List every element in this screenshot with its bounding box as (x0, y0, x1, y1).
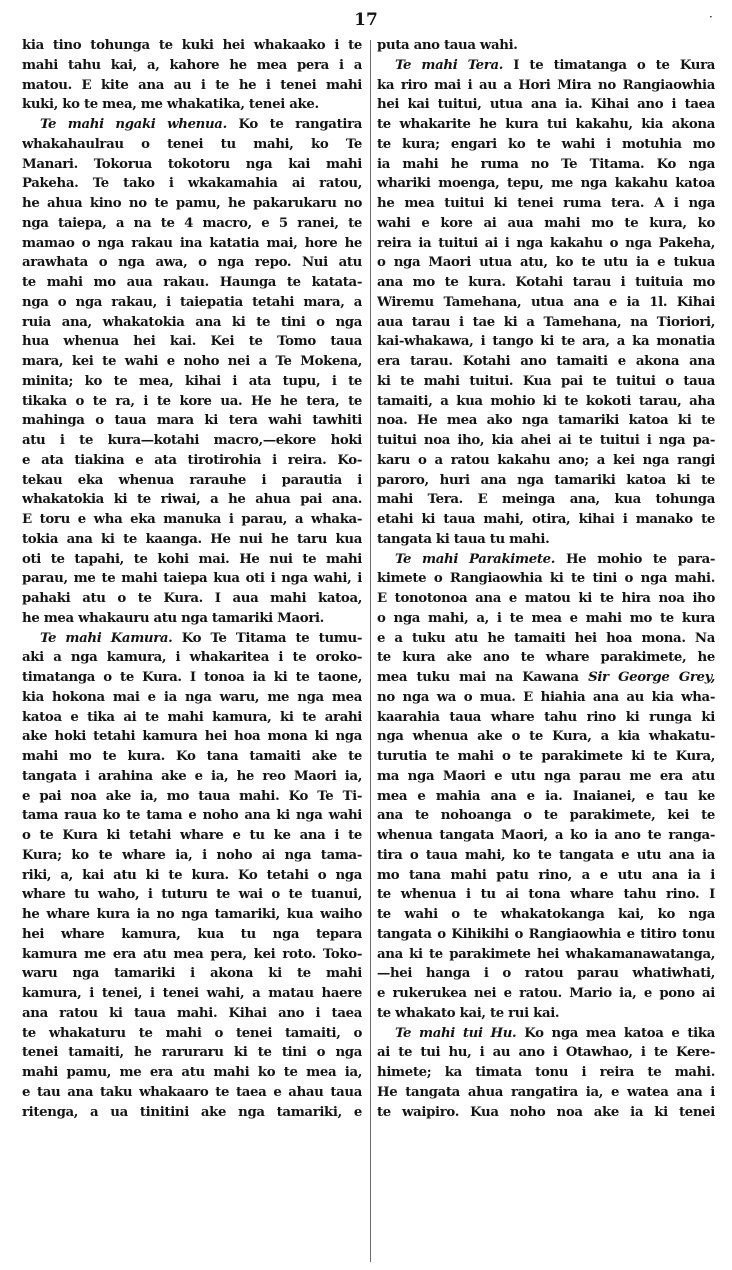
text-run: arawhata o nga awa, o nga repo. Nui atu (22, 255, 362, 271)
text-line (377, 36, 715, 56)
text-run: tira o taua mahi, ko te tangata e utu ana ia (377, 847, 715, 863)
text-run: paroro, huri ana nga tamariki katoa ki te (377, 472, 715, 488)
text-run: matou. E kite ana au i te he i tenei mahi (22, 77, 362, 93)
text-run: parau, me te mahi taiepa kua oti i nga wahi, i (22, 571, 362, 587)
text-line (22, 885, 362, 905)
text-line (377, 352, 715, 372)
text-line (22, 806, 362, 826)
text-run: mahi pamu, me era atu mahi ko te mea ia, (22, 1065, 362, 1080)
text-run: kia hokona mai e ia nga waru, me nga mea (22, 689, 362, 705)
text-run: reira ia tuitui ai i nga kakahu o nga Pakeha, (377, 235, 715, 251)
text-line (22, 846, 362, 866)
text-run: ia mahi he ruma no Te Titama. Ko nga (377, 156, 715, 172)
text-line (22, 826, 362, 846)
text-line (22, 727, 362, 747)
text-run: timatanga o te Kura. I tonoa ia ki te taone, (22, 670, 362, 685)
text-line (377, 411, 715, 431)
text-line (377, 806, 715, 826)
text-run: mahi Tera. E meinga ana, kua tohunga (377, 492, 715, 508)
text-line (377, 609, 715, 629)
text-line (22, 95, 362, 115)
text-line (22, 36, 362, 56)
text-run: tangata ki taua tu mahi. (377, 531, 550, 547)
text-run: ki te mahi tuitui. Kua pai te tuitui o taua (377, 373, 715, 389)
text-run: tekau eka whenua rarauhe i parautia i (22, 472, 362, 488)
text-line (377, 490, 715, 510)
text-line (22, 964, 362, 984)
text-run: ake hoki tetahi kamura hei hoa mona ki nga (22, 729, 362, 745)
text-line (377, 1004, 715, 1024)
text-run: himete; ka timata tonu i reira te mahi. (377, 1065, 715, 1080)
text-run: tikaka o te ra, i te kore ua. He he tera, te (22, 393, 362, 409)
text-line (377, 589, 715, 609)
text-line (22, 155, 362, 175)
text-line (377, 727, 715, 747)
text-line (377, 530, 715, 550)
section-heading: Te mahi ngaki whenua. (40, 117, 227, 132)
text-run: ana te nohoanga o te parakimete, kei te (377, 808, 715, 824)
text-run: mahinga o taua mara ki tera wahi tawhiti (22, 413, 362, 429)
text-line (22, 945, 362, 965)
text-line (377, 767, 715, 787)
text-line (377, 431, 715, 451)
text-line (377, 76, 715, 96)
right-column (377, 36, 715, 1122)
text-run: Ko Te Titama te tumu- (172, 630, 362, 646)
text-line (22, 866, 362, 886)
text-line (22, 648, 362, 668)
column-divider (370, 40, 371, 1262)
text-run: he whare kura ia no nga tamariki, kua waiho (22, 907, 362, 922)
text-line (22, 787, 362, 807)
text-line (377, 1103, 715, 1123)
text-line (22, 688, 362, 708)
text-run: nga whenua ake o te Kura, a kia whakatu- (377, 729, 715, 745)
section-heading: Te mahi Tera. (395, 57, 503, 73)
text-run: mamao o nga rakau ina katatia mai, hore he (22, 235, 362, 251)
text-line (377, 372, 715, 392)
text-line (22, 273, 362, 293)
text-run: oti te tapahi, te kohi mai. He nui te mahi (22, 551, 362, 567)
text-line (377, 234, 715, 254)
section-heading: Te mahi Parakimete. (395, 551, 556, 567)
text-line (377, 905, 715, 925)
text-line (377, 451, 715, 471)
corner-mark: · (709, 10, 713, 24)
text-line (22, 253, 362, 273)
text-line (377, 1063, 715, 1083)
text-line (22, 234, 362, 254)
text-run: ka riro mai i au a Hori Mira no Rangiaowhia (377, 77, 715, 93)
text-run: tangata i arahina ake e ia, he reo Maori ia, (22, 768, 362, 784)
text-line (22, 115, 362, 135)
text-run: mea tuku mai na Kawana (377, 670, 589, 685)
text-run: I te timatanga o te Kura (503, 57, 715, 73)
text-line (377, 95, 715, 115)
text-run: minita; ko te mea, kihai i ata tupu, i te (22, 373, 362, 389)
text-line (22, 925, 362, 945)
text-line (22, 510, 362, 530)
text-line (22, 194, 362, 214)
text-run: mo tana mahi patu rino, a e utu ana ia i (377, 867, 715, 883)
text-line (22, 313, 362, 333)
text-run: whakahaulrau o tenei tu mahi, ko Te (22, 136, 362, 152)
text-run: aua tarau i tae ki a Tamehana, na Tioriori, (377, 314, 715, 330)
text-run: ritenga, a ua tinitini ake nga tamariki, e (22, 1104, 362, 1120)
text-run: te whenua i tu ai tona whare tahu rino. I (377, 887, 715, 903)
text-line (22, 214, 362, 234)
text-run: e rukerukea nei e ratou. Mario ia, e pono ai (377, 986, 715, 1001)
text-line (377, 984, 715, 1004)
text-line (22, 1004, 362, 1024)
text-run: he ahua kino no te pamu, he pakarukaru no (22, 196, 362, 211)
text-line (22, 56, 362, 76)
text-line (377, 194, 715, 214)
text-line (22, 747, 362, 767)
text-run: kia tino tohunga te kuki hei whakaako i te (22, 38, 362, 53)
text-line (22, 431, 362, 451)
text-run: whenua tangata Maori, a ko ia ano te ranga- (377, 828, 715, 843)
text-line (22, 569, 362, 589)
text-run: kamura me era atu mea pera, kei roto. Toko- (22, 946, 362, 962)
text-run: o nga Maori utua atu, ko te utu ia e tukua (377, 255, 715, 271)
text-run: mahi tahu kai, a, kahore he mea pera i a (22, 57, 362, 73)
text-run: te mahi mo aua rakau. Haunga te katata- (22, 275, 362, 290)
text-line (22, 708, 362, 728)
text-line (22, 490, 362, 510)
text-run: e a tuku atu he tamaiti hei hoa mona. Na (377, 630, 715, 646)
text-run: whare tu waho, i tuturu te wai o te tuanui, (22, 887, 362, 903)
text-run: waru nga tamariki i akona ki te mahi (22, 966, 362, 982)
text-run: e tau ana taku whakaaro te taea e ahau taua (22, 1084, 362, 1100)
text-run: aki a nga kamura, i whakaritea i te oroko- (22, 650, 362, 666)
text-line (377, 1024, 715, 1044)
text-line (377, 846, 715, 866)
text-line (377, 747, 715, 767)
text-run: riki, a, kai atu ki te kura. Ko tetahi o nga (22, 867, 362, 883)
text-run: ruia ana, whakatokia ana ki te tini o nga (22, 314, 362, 330)
text-run: Ko nga mea katoa e tika (516, 1025, 715, 1041)
text-run: tama raua ko te tama e noho ana ki nga wahi (22, 808, 362, 824)
text-run: Ko te rangatira (226, 117, 362, 132)
left-column (22, 36, 362, 1122)
text-line (22, 471, 362, 491)
text-run: ana mo te kura. Kotahi tarau i tuituia mo (377, 275, 715, 290)
text-line (22, 530, 362, 550)
text-line (22, 352, 362, 372)
text-line (22, 767, 362, 787)
text-run: E toru e wha eka manuka i parau, a whaka- (22, 512, 362, 527)
text-run: He mohio te para- (555, 551, 715, 567)
text-run: no nga wa o mua. E hiahia ana au kia wha- (377, 689, 715, 705)
text-line (377, 1043, 715, 1063)
text-run: tuitui noa iho, kia ahei ai te tuitui i nga pa- (377, 433, 715, 448)
text-line (377, 510, 715, 530)
text-run: E tonotonoa ana e matou ki te hira noa iho (377, 591, 715, 606)
text-line (377, 648, 715, 668)
text-run: wahi e kore ai aua mahi mo te kura, ko (377, 215, 715, 231)
text-line (22, 174, 362, 194)
text-line (22, 629, 362, 649)
text-line (22, 372, 362, 392)
text-line (22, 1043, 362, 1063)
text-run: te whakato kai, te rui kai. (377, 1005, 560, 1021)
text-line (377, 885, 715, 905)
text-run: katoa e tika ai te mahi kamura, ki te arahi (22, 709, 362, 725)
text-run: whakatokia ki te riwai, a he ahua pai ana. (22, 492, 362, 508)
text-line (377, 787, 715, 807)
text-line (377, 115, 715, 135)
text-run: pahaki atu o te Kura. I aua mahi katoa, (22, 591, 362, 606)
section-heading: Sir George Grey, (588, 670, 715, 685)
text-line (377, 668, 715, 688)
text-run: kaarahia taua whare tahu rino ki runga ki (377, 709, 715, 725)
text-line (377, 253, 715, 273)
text-line (377, 708, 715, 728)
page-number: 17 (354, 10, 378, 30)
text-run: Kura; ko te whare ia, i noho ai nga tama- (22, 847, 362, 863)
section-heading: Te mahi tui Hu. (395, 1025, 517, 1041)
text-run: tenei tamaiti, he raruraru ki te tini o nga (22, 1045, 362, 1061)
text-line (377, 155, 715, 175)
text-line (377, 332, 715, 352)
text-line (22, 293, 362, 313)
text-run: ai te tui hu, i au ano i Otawhao, i te Kere- (377, 1045, 715, 1061)
text-line (377, 925, 715, 945)
text-line (22, 984, 362, 1004)
text-line (22, 668, 362, 688)
text-run: tangata o Kihikihi o Rangiaowhia e titiro tonu (377, 926, 715, 942)
text-line (22, 411, 362, 431)
text-run: te whakarite he kura tui kakahu, kia akona (377, 117, 715, 132)
text-line (377, 214, 715, 234)
text-line (22, 609, 362, 629)
text-run: kimete o Rangiaowhia ki te tini o nga mahi. (377, 571, 715, 587)
text-run: etahi ki taua mahi, otira, kihai i manako te (377, 512, 715, 527)
text-run: te waipiro. Kua noho noa ake ia ki tenei (377, 1104, 715, 1120)
text-line (22, 1063, 362, 1083)
text-line (377, 826, 715, 846)
text-run: Manari. Tokorua tokotoru nga kai mahi (22, 156, 362, 172)
text-line (377, 1083, 715, 1103)
text-run: Pakeha. Te tako i wkakamahia ai ratou, (22, 176, 362, 192)
text-run: turutia te mahi o te parakimete ki te Kura, (377, 749, 715, 764)
text-line (377, 56, 715, 76)
text-run: te kura; engari ko te wahi i motuhia mo (377, 136, 715, 152)
text-line (22, 1024, 362, 1044)
text-run: puta ano taua wahi. (377, 38, 518, 53)
text-run: kuki, ko te mea, me whakatika, tenei ake. (22, 97, 319, 113)
text-run: karu o a ratou kakahu ano; a kei nga rangi (377, 452, 715, 468)
text-run: ana ki te parakimete hei whakamanawatanga, (377, 946, 715, 962)
text-run: noa. He mea ako nga tamariki katoa ki te (377, 413, 715, 429)
text-line (377, 471, 715, 491)
text-run: o te Kura ki tetahi whare e tu ke ana i te (22, 828, 362, 843)
text-line (377, 964, 715, 984)
text-line (22, 1103, 362, 1123)
text-line (377, 688, 715, 708)
text-line (377, 866, 715, 886)
text-line (22, 135, 362, 155)
text-run: nga o nga rakau, i taiepatia tetahi mara, a (22, 294, 362, 310)
text-line (377, 629, 715, 649)
text-line (377, 273, 715, 293)
text-line (377, 945, 715, 965)
text-run: —hei hanga i o ratou parau whatiwhati, (377, 966, 715, 982)
text-line (377, 550, 715, 570)
text-run: whariki moenga, tepu, me nga kakahu katoa (377, 176, 715, 192)
text-run: te wahi o te whakatokanga kai, ko nga (377, 907, 715, 922)
text-run: atu i te kura—kotahi macro,—ekore hoki (22, 433, 362, 448)
text-run: te whakaturu te mahi o tenei tamaiti, o (22, 1025, 362, 1041)
text-line (377, 135, 715, 155)
text-run: hei whare kamura, kua tu nga tepara (22, 926, 362, 942)
text-run: e pai noa ake ia, mo taua mahi. Ko Te Ti- (22, 788, 362, 804)
text-line (377, 293, 715, 313)
text-run: hua whenua hei kai. Kei te Tomo taua (22, 334, 362, 350)
text-line (22, 905, 362, 925)
text-line (377, 569, 715, 589)
text-run: he mea whakauru atu nga tamariki Maori. (22, 610, 324, 626)
text-run: mara, kei te wahi e noho nei a Te Mokena, (22, 354, 362, 369)
text-line (22, 332, 362, 352)
text-run: He tangata ahua rangatira ia, e watea ana i (377, 1084, 715, 1100)
text-run: ana ratou ki taua mahi. Kihai ano i taea (22, 1005, 362, 1021)
text-line (377, 392, 715, 412)
text-run: Wiremu Tamehana, utua ana e ia 1l. Kihai (377, 294, 715, 310)
text-line (22, 589, 362, 609)
section-heading: Te mahi Kamura. (40, 630, 173, 646)
text-run: e ata tiakina e ata tirotirohia i reira. Ko- (22, 452, 362, 468)
text-run: ma nga Maori e utu nga parau me era atu (377, 768, 715, 784)
text-line (22, 1083, 362, 1103)
text-run: era tarau. Kotahi ano tamaiti e akona ana (377, 354, 715, 369)
text-line (22, 76, 362, 96)
text-run: hei kai tuitui, utua ana ia. Kihai ano i taea (377, 97, 715, 113)
text-run: nga taiepa, a na te 4 macro, e 5 ranei, te (22, 215, 362, 231)
text-run: te kura ake ano te whare parakimete, he (377, 650, 715, 666)
text-run: mea e mahia ana e ia. Inaianei, e tau ke (377, 788, 715, 804)
text-run: kai-whakawa, i tango ki te ara, a ka monatia (377, 334, 715, 350)
text-run: tamaiti, a kua mohio ki te kokoti tarau, aha (377, 393, 715, 409)
text-line (22, 550, 362, 570)
text-run: he mea tuitui ki tenei ruma tera. A i nga (377, 196, 715, 211)
text-run: o nga mahi, a, i te mea e mahi mo te kura (377, 610, 715, 626)
text-line (22, 392, 362, 412)
text-run: mahi mo te kura. Ko tana tamaiti ake te (22, 749, 362, 764)
text-run: kamura, i tenei, i tenei wahi, a matau haere (22, 986, 362, 1001)
text-line (22, 451, 362, 471)
text-line (377, 174, 715, 194)
text-run: tokia ana ki te kaanga. He nui he taru kua (22, 531, 362, 547)
text-line (377, 313, 715, 333)
